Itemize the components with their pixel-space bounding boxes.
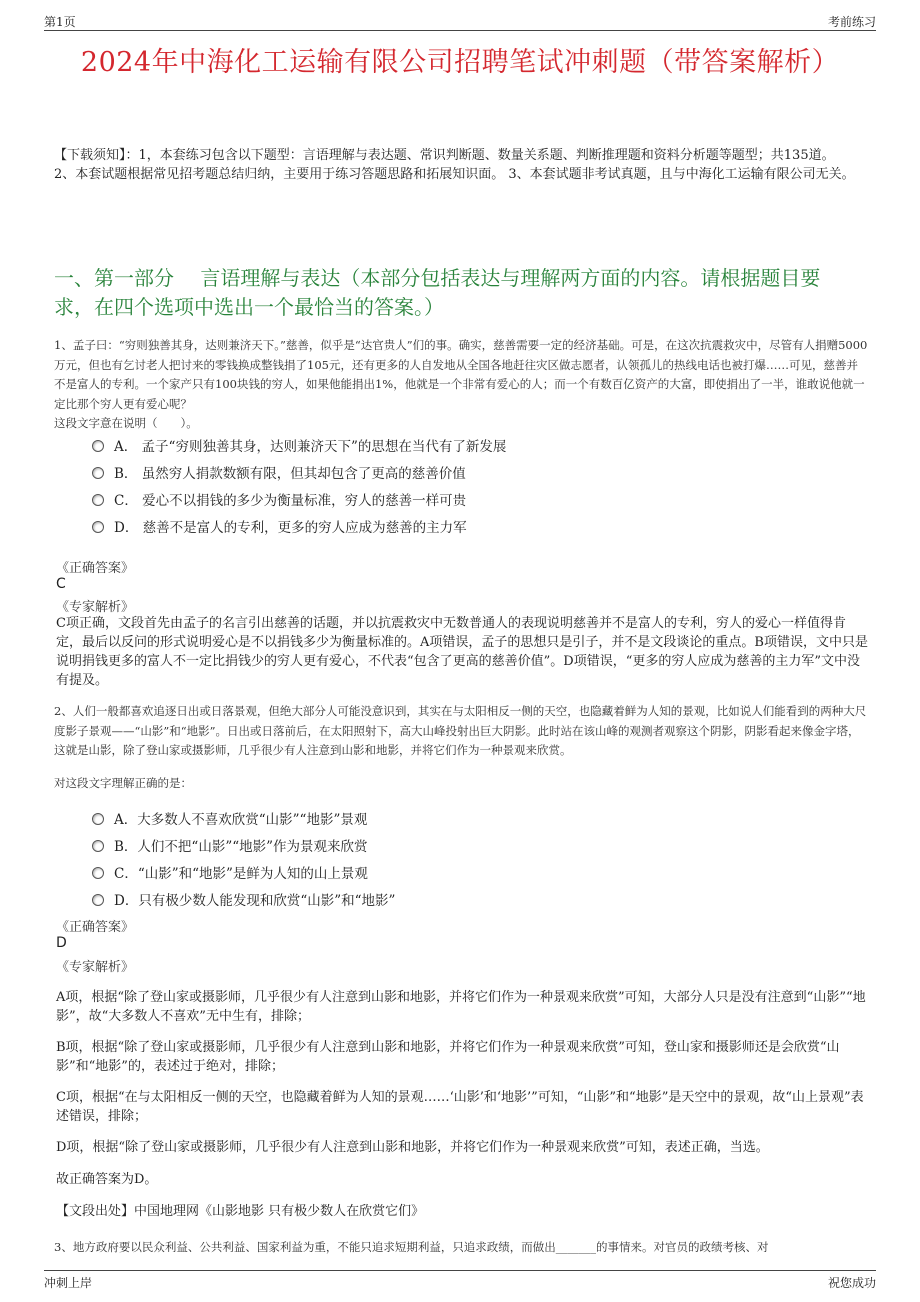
page-footer bbox=[44, 1270, 876, 1295]
answer-value: D bbox=[56, 935, 67, 951]
question-1-prompt: 这段文字意在说明（ ）。 bbox=[54, 416, 198, 430]
radio-button[interactable] bbox=[92, 521, 104, 533]
download-notice: 【下载须知】：1，本套练习包含以下题型：言语理解与表达题、常识判断题、数量关系题、判断推理题和资料分析题等题型；共135道。 2、本套试题根据常见招考题总结归纳，主要用于练习答题思路和拓展知识面。 3、本套试题非考试真题，且与中海化工运输有限公司无关。 bbox=[54, 148, 855, 182]
radio-button[interactable] bbox=[92, 494, 104, 506]
question-2-text: 2、人们一般都喜欢追逐日出或日落景观，但绝大部分人可能没意识到，其实在与太阳相反一侧的天空，也隐藏着鲜为人知的景观，比如说人们能看到的两种大尺度影子景观——“山影”和“地影”。日出或日落前后，在太阳照射下，高大山峰投射出巨大阴影。此时站在该山峰的观测者观察这个阴影，阴影看起来像金字塔，这就是山影，除了登山家或摄影师，几乎很少有人注意到山影和地影，并将它们作为一种景观来欣赏。 bbox=[54, 704, 867, 757]
question-3-text: 3、地方政府要以民众利益、公共利益、国家利益为重，不能只追求短期利益，只追求政绩，而做出_______的事情来。对官员的政绩考核、对 bbox=[54, 1240, 769, 1254]
source-citation: 【文段出处】中国地理网《山影地影 只有极少数人在欣赏它们》 bbox=[56, 1204, 425, 1219]
radio-button[interactable] bbox=[92, 813, 104, 825]
footer-left: 冲刺上岸 bbox=[44, 1276, 93, 1290]
radio-button[interactable] bbox=[92, 440, 104, 452]
question-1-text: 1、孟子曰：“穷则独善其身，达则兼济天下。”慈善，似乎是“达官贵人”们的事。确实，慈善需要一定的经济基础。可是，在这次抗震救灾中，尽管有人捐赠5000万元，但也有乞讨老人把讨来的零钱换成整钱捐了105元，还有更多的人自发地从全国各地赶往灾区做志愿者，认领孤儿的热线电话也被打爆……可见，慈善并不是富人的专利。一个家产只有100块钱的穷人，如果他能捐出1%，他就是一个非常有爱心的人；而一个有数百亿资产的大富，即使捐出了一半，谁敢说他就一定比那个穷人更有爱心呢？ bbox=[54, 338, 868, 411]
radio-button[interactable] bbox=[92, 467, 104, 479]
analysis-text: C项正确，文段首先由孟子的名言引出慈善的话题，并以抗震救灾中无数普通人的表现说明慈善并不是富人的专利，穷人的爱心一样值得肯定，最后以反问的形式说明爱心是不以捐钱多少为衡量标准的。A项错误，孟子的思想只是引子，并不是文段谈论的重点。B项错误，文中只是说明捐钱更多的富人不一定比捐钱少的穷人更有爱心，不代表“包含了更高的慈善价值”。D项错误，“更多的穷人应成为慈善的主力军”文中没有提及。 bbox=[56, 616, 868, 688]
question-2-prompt: 对这段文字理解正确的是： bbox=[54, 776, 192, 790]
header-label: 考前练习 bbox=[827, 15, 876, 29]
section-heading: 一、第一部分 言语理解与表达（本部分包括表达与理解两方面的内容。请根据题目要求，在四个选项中选出一个最恰当的答案。） bbox=[54, 266, 821, 319]
analysis-label: 《专家解析》 bbox=[56, 600, 135, 615]
analysis-label: 《专家解析》 bbox=[56, 960, 135, 975]
analysis-d: D项，根据“除了登山家或摄影师，几乎很少有人注意到山影和地影，并将它们作为一种景观来欣赏”可知，表述正确，当选。 bbox=[56, 1140, 769, 1155]
page-header bbox=[44, 10, 876, 31]
answer-label: 《正确答案》 bbox=[56, 561, 135, 576]
document-title: 2024年中海化工运输有限公司招聘笔试冲刺题（带答案解析） bbox=[80, 47, 840, 78]
footer-right: 祝您成功 bbox=[827, 1276, 876, 1290]
answer-label: 《正确答案》 bbox=[56, 920, 135, 935]
analysis-c: C项，根据“在与太阳相反一侧的天空，也隐藏着鲜为人知的景观……‘山影’和‘地影’”可知，“山影”和“地影”是天空中的景观，故“山上景观”表述错误，排除； bbox=[56, 1090, 864, 1124]
conclusion: 故正确答案为D。 bbox=[56, 1172, 158, 1187]
answer-value: C bbox=[56, 576, 66, 592]
radio-button[interactable] bbox=[92, 867, 104, 879]
analysis-a: A项，根据“除了登山家或摄影师，几乎很少有人注意到山影和地影，并将它们作为一种景观来欣赏”可知，大部分人只是没有注意到“山影”“地影”，故“大多数人不喜欢”无中生有，排除； bbox=[56, 990, 866, 1024]
analysis-b: B项，根据“除了登山家或摄影师，几乎很少有人注意到山影和地影，并将它们作为一种景观来欣赏”可知，登山家和摄影师还是会欣赏“山影”和“地影”的，表述过于绝对，排除； bbox=[56, 1040, 840, 1074]
radio-button[interactable] bbox=[92, 840, 104, 852]
page-number: 第1页 bbox=[44, 15, 76, 29]
radio-button[interactable] bbox=[92, 894, 104, 906]
